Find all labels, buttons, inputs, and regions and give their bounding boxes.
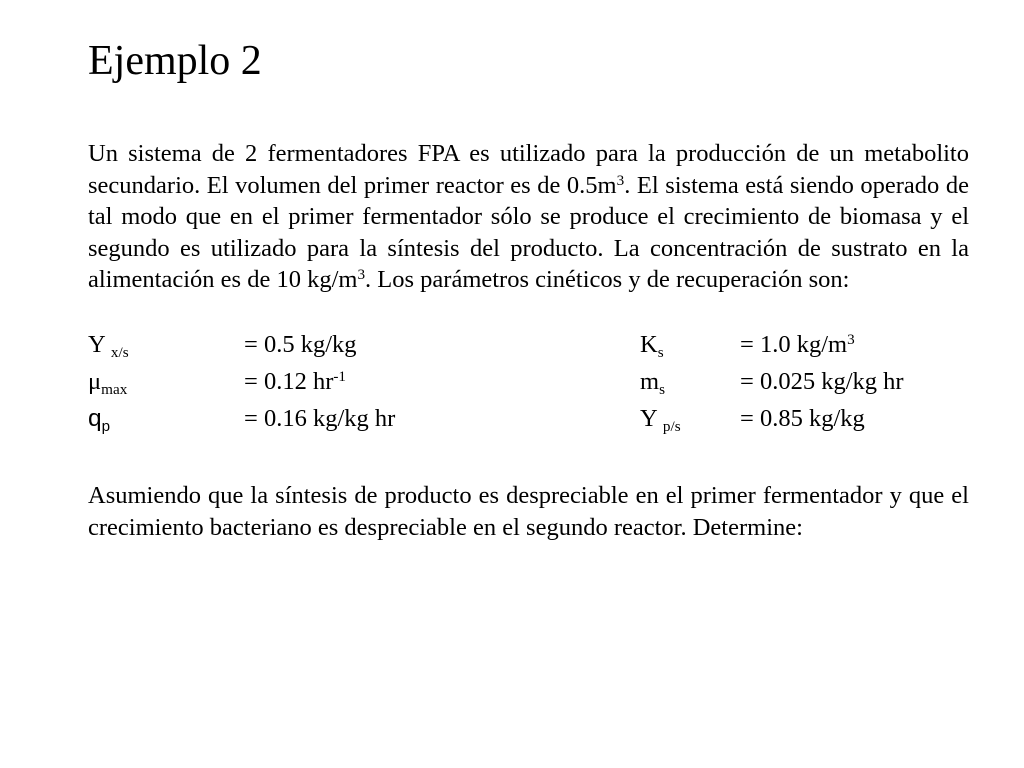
parameter-value: = 0.5 kg/kg <box>244 331 357 358</box>
parameter-value: = 0.025 kg/kg hr <box>740 368 904 395</box>
parameter-row <box>88 331 969 368</box>
parameter-symbol: $q_p$ <box>88 405 111 435</box>
parameters-table <box>88 331 969 442</box>
slide-title: Ejemplo 2 <box>88 38 262 84</box>
closing-paragraph: Asumiendo que la síntesis de producto es despreciable en el primer fermentador y que el crecimiento bacteriano es despreciable en el segundo reactor. Determine: <box>88 482 969 541</box>
parameter-value: = 0.85 kg/kg <box>740 405 865 432</box>
parameter-symbol: $K_s$ <box>640 331 664 361</box>
parameter-value: = 1.0 $kg/m^3$ <box>740 331 855 358</box>
parameter-row <box>88 368 969 405</box>
intro-paragraph <box>88 138 969 296</box>
parameter-row <box>88 405 969 442</box>
parameter-value: = 0.16 kg/kg hr <box>244 405 396 432</box>
parameter-symbol: Y $_{p/s}$ <box>640 405 681 435</box>
intro-text-part1: Un sistema de 2 fermentadores FPA es utilizado para la producción de un metabolito secundario. El volumen del primer reactor es de 0.5m <box>88 140 969 199</box>
parameter-symbol: $\mu_{max}$ <box>88 368 128 398</box>
intro-text-part2: . El sistema está siendo operado de tal modo que en el primer fermentador sólo se produce el crecimiento de biomasa y el segundo es utilizado para la síntesis del producto. La concentración de sustrato en la alimentación es de 10 kg/m <box>88 171 969 293</box>
parameter-value: = 0.12 $hr^{-1}$ <box>244 368 347 395</box>
intro-text-part3: . Los parámetros cinéticos y de recuperación son: <box>365 266 850 293</box>
parameter-symbol: Y $_{x/s}$ <box>88 331 129 361</box>
intro-superscript-2: 3 <box>357 266 366 284</box>
parameter-symbol: $m_s$ <box>640 368 665 398</box>
intro-superscript-1: 3 <box>616 171 625 189</box>
